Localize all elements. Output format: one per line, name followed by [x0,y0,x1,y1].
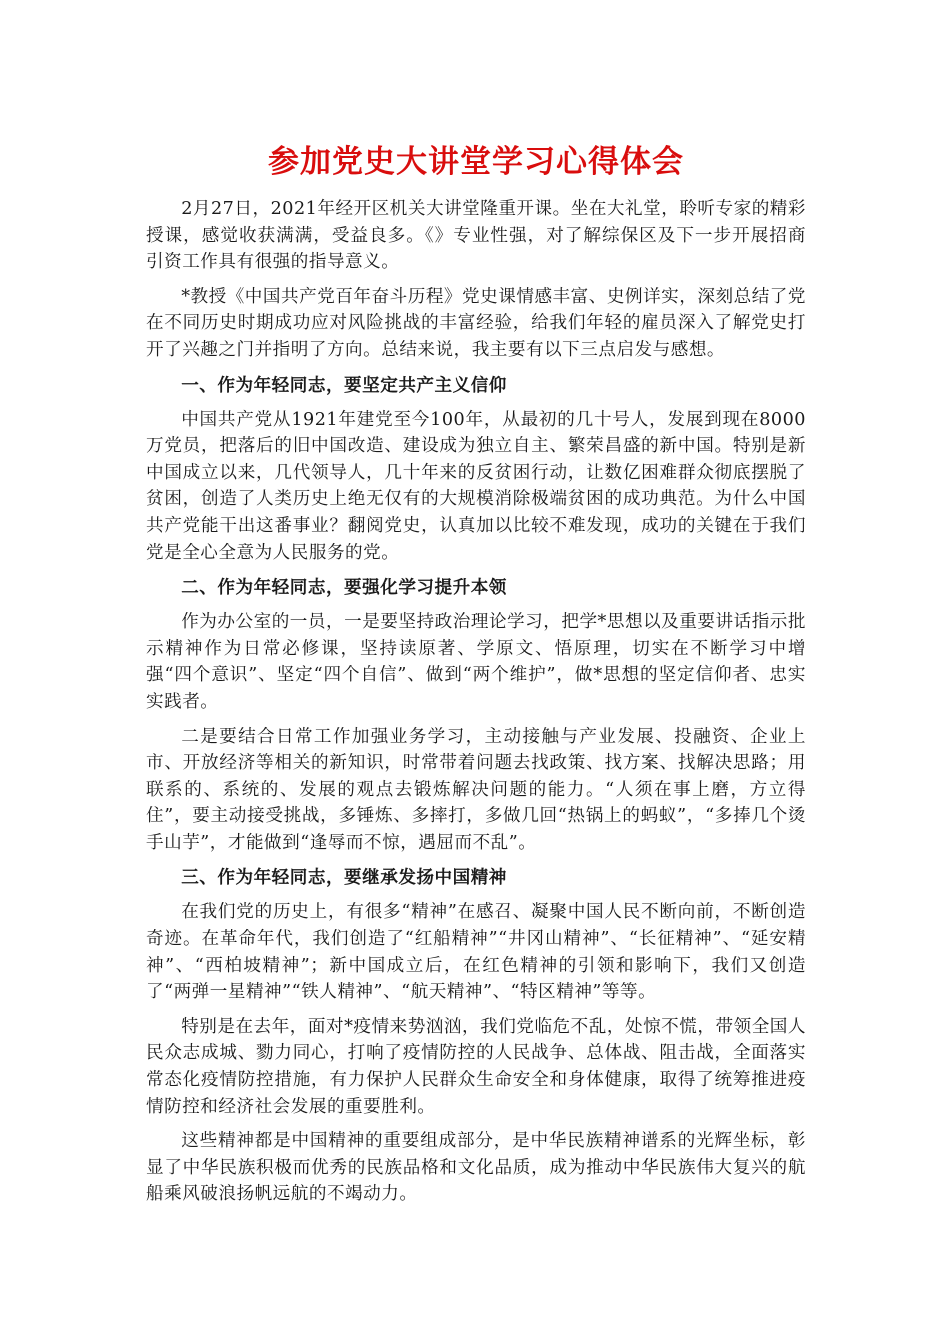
section-3-paragraph-3: 这些精神都是中国精神的重要组成部分，是中华民族精神谱系的光辉坐标，彰显了中华民族积极而优秀的民族品格和文化品质，成为推动中华民族伟大复兴的航船乘风破浪扬帆远航的不竭动力。 [146,1131,806,1205]
section-3-paragraph-2: 特别是在去年，面对*疫情来势汹汹，我们党临危不乱，处惊不慌，带领全国人民众志成城、勠力同心，打响了疫情防控的人民战争、总体战、阻击战，全面落实常态化疫情防控措施，有力保护人民群众生命安全和身体健康，取得了统筹推进疫情防控和经济社会发展的重要胜利。 [146,1016,806,1117]
section-1-paragraph-1: 中国共产党从1921年建党至今100年，从最初的几十号人，发展到现在8000万党员，把落后的旧中国改造、建设成为独立自主、繁荣昌盛的新中国。特别是新中国成立以来，几代领导人，几十年来的反贫困行动，让数亿困难群众彻底摆脱了贫困，创造了人类历史上绝无仅有的大规模消除极端贫困的成功典范。为什么中国共产党能干出这番事业？翻阅党史，认真加以比较不难发现，成功的关键在于我们党是全心全意为人民服务的党。 [146,409,806,563]
section-2-paragraph-2: 二是要结合日常工作加强业务学习，主动接触与产业发展、投融资、企业上市、开放经济等相关的新知识，时常带着问题去找政策、找方案、找解决思路；用联系的、系统的、发展的观点去锻炼解决问题的能力。“人须在事上磨，方立得住”，要主动接受挑战，多锤炼、多摔打，多做几回“热锅上的蚂蚁”，“多捧几个烫手山芋”，才能做到“逢辱而不惊，遇屈而不乱”。 [146,726,806,853]
intro-paragraph-2: *教授《中国共产党百年奋斗历程》党史课情感丰富、史例详实，深刻总结了党在不同历史时期成功应对风险挑战的丰富经验，给我们年轻的雇员深入了解党史打开了兴趣之门并指明了方向。总结来说，我主要有以下三点启发与感想。 [146,286,806,360]
section-2-heading: 二、作为年轻同志，要强化学习提升本领 [181,577,507,599]
section-1-heading: 一、作为年轻同志，要坚定共产主义信仰 [181,374,507,396]
section-2-paragraph-1: 作为办公室的一员，一是要坚持政治理论学习，把学*思想以及重要讲话指示批示精神作为日常必修课，坚持读原著、学原文、悟原理，切实在不断学习中增强“四个意识”、坚定“四个自信”、做到“两个维护”，做*思想的坚定信仰者、忠实实践者。 [146,612,806,712]
document-title: 参加党史大讲堂学习心得体会 [268,144,684,180]
section-3-heading: 三、作为年轻同志，要继承发扬中国精神 [181,867,507,889]
intro-paragraph-1: 2月27日，2021年经开区机关大讲堂隆重开课。坐在大礼堂，聆听专家的精彩授课，感觉收获满满，受益良多。《》专业性强，对了解综保区及下一步开展招商引资工作具有很强的指导意义。 [146,199,806,273]
document-page [146,130,806,1216]
section-3-paragraph-1: 在我们党的历史上，有很多“精神”在感召、凝聚中国人民不断向前，不断创造奇迹。在革命年代，我们创造了“红船精神”“井冈山精神”、“长征精神”、“延安精神”、“西柏坡精神”；新中国成立后，在红色精神的引领和影响下，我们又创造了“两弹一星精神”“铁人精神”、“航天精神”、“特区精神”等等。 [146,902,806,1003]
